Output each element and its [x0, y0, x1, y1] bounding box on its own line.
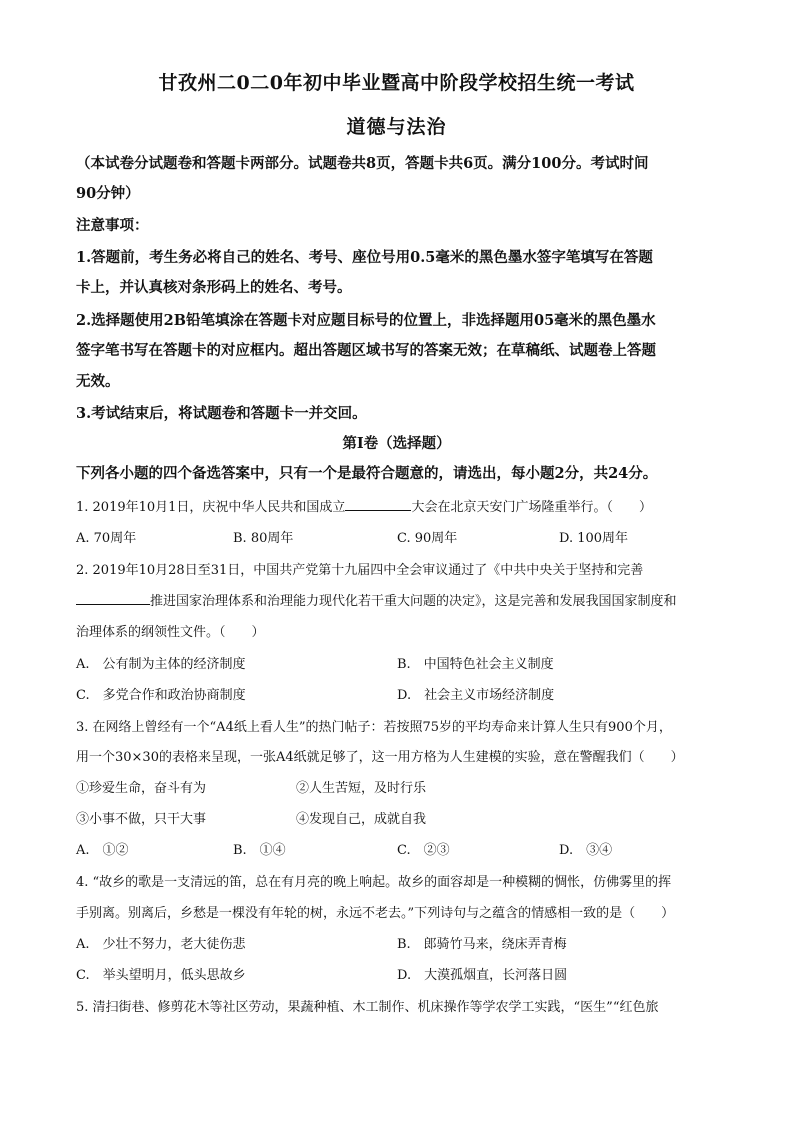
answer-blank [76, 592, 150, 605]
notes-heading: 注意事项： [76, 217, 149, 234]
question-3-line-2: 用一个30×30的表格来呈现，一张A4纸就足够了，这一用方格为人生建模的实验，意在警醒我们（ ） [76, 750, 684, 765]
answer-blank [345, 498, 411, 511]
q3-option-c: C. ②③ [397, 843, 450, 858]
q3-statement-4: ④发现自己，成就自我 [296, 812, 427, 827]
q2-option-d: D. 社会主义市场经济制度 [397, 688, 555, 703]
question-4-line-1: 4. “故乡的歌是一支清远的笛，总在有月亮的晚上响起。故乡的面容却是一种模糊的惆怅，仿佛雾里的挥 [76, 875, 672, 890]
exam-info-line-2: 90分钟） [76, 185, 140, 202]
question-2-line-2 [76, 590, 677, 609]
note-2-line-3: 无效。 [76, 373, 120, 390]
question-3-line-1: 3. 在网络上曾经有一个“A4纸上看人生”的热门帖子：若按照75岁的平均寿命来计算人生只有900个月， [76, 720, 672, 735]
q2-option-b: B. 中国特色社会主义制度 [397, 657, 554, 672]
q3-statement-3: ③小事不做，只干大事 [76, 812, 207, 827]
note-2-line-1: 2.选择题使用2B铅笔填涂在答题卡对应题目标号的位置上，非选择题用05毫米的黑色墨水 [76, 312, 656, 329]
q2-option-c: C. 多党合作和政治协商制度 [76, 688, 246, 703]
q1-option-b: B. 80周年 [233, 531, 294, 546]
q4-option-b: B. 郎骑竹马来，绕床弄青梅 [397, 937, 567, 952]
q1-option-a: A. 70周年 [76, 531, 137, 546]
exam-info-line-1: （本试卷分试题卷和答题卡两部分。试题卷共8页，答题卡共6页。满分100分。考试时间 [76, 155, 649, 172]
exam-title: 甘孜州二0二0年初中毕业暨高中阶段学校招生统一考试 [158, 72, 635, 94]
note-1-line-2: 卡上，并认真核对条形码上的姓名、考号。 [76, 279, 352, 296]
question-1-text-post: 大会在北京天安门广场隆重举行。（ ） [411, 500, 652, 515]
q3-option-a: A. ①② [76, 843, 129, 858]
section-instruction: 下列各小题的四个备选答案中，只有一个是最符合题意的，请选出，每小题2分，共24分。 [76, 465, 658, 482]
q4-option-a: A. 少壮不努力，老大徒伤悲 [76, 937, 246, 952]
section-title: 第Ⅰ卷（选择题） [342, 435, 451, 452]
question-2-line-3: 治理体系的纲领性文件。（ ） [76, 625, 265, 640]
subject-title: 道德与法治 [346, 116, 447, 138]
note-2-line-2: 签字笔书写在答题卡的对应框内。超出答题区域书写的答案无效；在草稿纸、试题卷上答题 [76, 342, 656, 359]
q3-option-b: B. ①④ [233, 843, 286, 858]
note-3: 3.考试结束后，将试题卷和答题卡一并交回。 [76, 405, 367, 422]
q3-option-d: D. ③④ [559, 843, 613, 858]
q4-option-d: D. 大漠孤烟直，长河落日圆 [397, 968, 568, 983]
q2-option-a: A. 公有制为主体的经济制度 [76, 657, 246, 672]
q1-option-d: D. 100周年 [559, 531, 629, 546]
q3-statement-1: ①珍爱生命，奋斗有为 [76, 781, 207, 796]
q4-option-c: C. 举头望明月，低头思故乡 [76, 968, 246, 983]
question-5-line-1: 5. 清扫街巷、修剪花木等社区劳动，果蔬种植、木工制作、机床操作等学农学工实践，“医生”“红色旅 [76, 1000, 659, 1015]
q3-statement-2: ②人生苦短，及时行乐 [296, 781, 427, 796]
note-1-line-1: 1.答题前，考生务必将自己的姓名、考号、座位号用0.5毫米的黑色墨水签字笔填写在答题 [76, 249, 653, 266]
question-2-text-l2: 推进国家治理体系和治理能力现代化若干重大问题的决定》，这是完善和发展我国国家制度和 [150, 594, 677, 609]
q1-option-c: C. 90周年 [397, 531, 458, 546]
question-4-line-2: 手别离。别离后，乡愁是一棵没有年轮的树，永远不老去。”下列诗句与之蕴含的情感相一致的是（ ） [76, 906, 675, 921]
question-1-text-pre: 1. 2019年10月1日，庆祝中华人民共和国成立 [76, 500, 346, 515]
question-2-line-1: 2. 2019年10月28日至31日，中国共产党第十九届四中全会审议通过了《中共中央关于坚持和完善 [76, 563, 644, 578]
question-1 [76, 496, 652, 515]
